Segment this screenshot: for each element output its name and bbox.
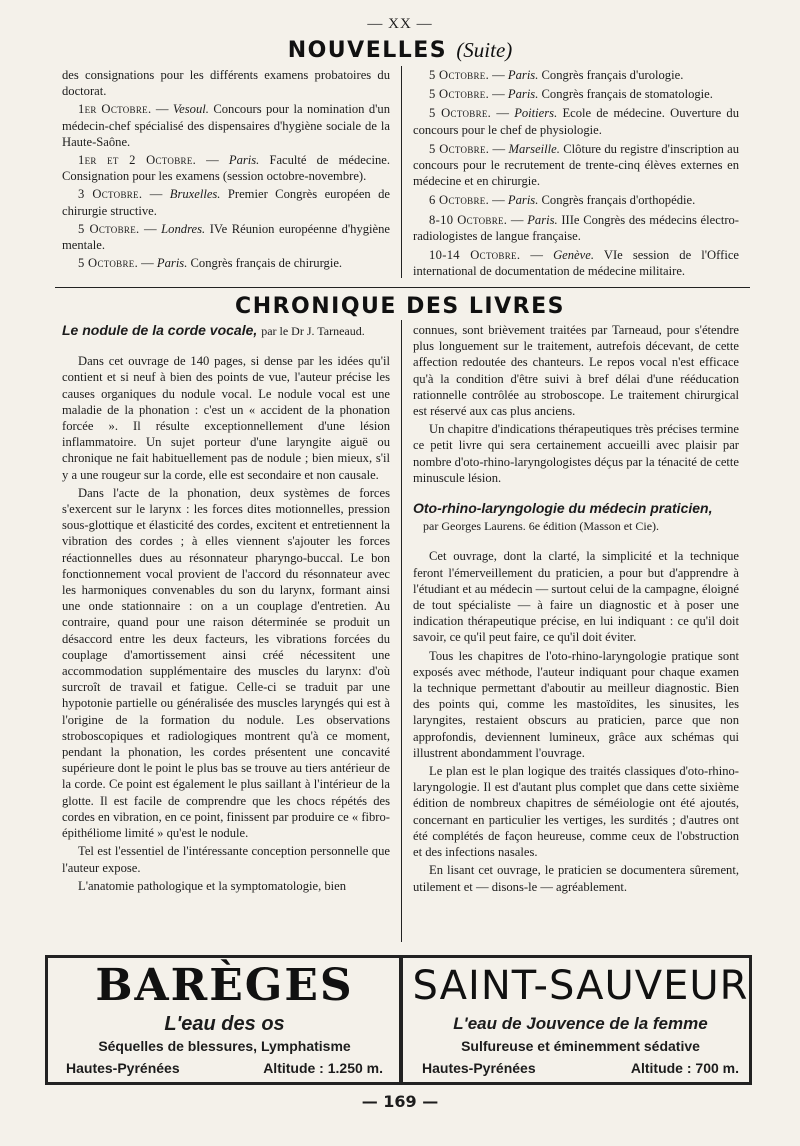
news-text: Concours pour la nomination d'un médecin-chef spécialisé des dispensaires d'hygiène sociale de la Haute-Saône. <box>62 102 390 149</box>
news-date: 5 Octobre. <box>429 106 492 121</box>
news-date: 5 Octobre. <box>429 141 490 156</box>
book2-heading <box>413 500 739 516</box>
ad-saint-sauveur <box>408 960 753 1080</box>
news-date: 1er Octobre. <box>78 102 152 117</box>
column-divider-bottom <box>401 320 402 942</box>
news-left-item: 5 Octobre. — Londres. IVe Réunion européenne d'hygiène mentale. <box>62 221 391 253</box>
news-text: Congrès français d'orthopédie. <box>541 193 696 208</box>
book1-text <box>62 353 390 894</box>
book1-paragraph: Dans l'acte de la phonation, deux systèmes de forces s'exercent sur le larynx : les forces dites motionnelles, pression sous-glottique et élasticité des cordes, excitent et entretiennent la vibration des cordes ; à elles viennent s'ajouter les forces réactionnelles dues au résonnateur pharyngo-buccal. Le bon fonctionnement vocal provient de l'accord du résonnateur avec les harmoniques convenables du son du larynx, formant ainsi une onde stationnaire : on a un couplage d'entretien. Au contraire, quand pour une raison déterminée se produit un désaccord entre les deux facteurs, les vibrations forcées du couplage d'amortissement ainsi créé nécessitent une accommodation supplémentaire des muscles du larynx: d'où surcroît de travail et fatigue. Celle-ci se traduit par une hypotonie partielle ou généralisée des muscles laryngés qui est à l'origine de la formation du nodule. Les observations stroboscopiques et radiologiques montrent qu'à ce moment, pendant la phonation, les cordes présentent une concavité supérieure dont le point le plus bas se trouve au tiers antérieur de la corde. Ce point est également le plus saillant à l'intérieur de la glotte. Il est facile de comprendre que les chocs répétés des cordes en vibration, en ce point, finissent par produire ce « fibro-épithéliome limité » qu'est le nodule. <box>62 485 390 841</box>
chronique-right-column <box>413 322 739 897</box>
book2-paragraph: Cet ouvrage, dont la clarté, la simplicité et la technique feront l'émerveillement du praticien, a pour but d'apprendre à l'étudiant et au médecin — surtout celui de la campagne, éloigné de tout spécialiste — à faire un diagnostic et à poser une indication thérapeutique précise, en lui indiquant : ce qu'il doit savoir, ce qu'il peut faire, ce qu'il doit éviter. <box>413 549 739 645</box>
news-text: Ecole de médecine. Ouverture du concours pour le chef de physiologie. <box>413 106 739 137</box>
ad-saint-sauveur-name: SAINT-SAUVEUR <box>412 963 749 1009</box>
book1-author: par le Dr J. Tarneaud. <box>261 324 365 338</box>
news-place: Genève. <box>553 248 594 263</box>
book2-title: Oto-rhino-laryngologie du médecin praticien, <box>413 500 713 517</box>
news-left-item: 1er et 2 Octobre. — Paris. Faculté de médecine. Consignation pour les examens (session octobre-novembre). <box>62 153 390 184</box>
book1-text-continued <box>413 322 739 486</box>
news-date: 5 Octobre. <box>78 221 140 236</box>
ad-bareges-slogan: L'eau des os <box>164 1013 285 1035</box>
news-right-item: 8-10 Octobre. — Paris. IIIe Congrès des médecins électro-radiologistes de langue française. <box>413 212 739 243</box>
news-date: 10-14 Octobre. <box>429 248 521 263</box>
nouvelles-left-column <box>62 67 390 273</box>
news-date: 5 Octobre. <box>78 256 139 271</box>
news-date: 5 Octobre. <box>429 87 490 102</box>
ad-saint-sauveur-region: Hautes-Pyrénées <box>422 1060 536 1076</box>
ad-bareges-altitude: Altitude : 1.250 m. <box>263 1060 383 1076</box>
news-text: Congrès français de chirurgie. <box>190 256 343 271</box>
ad-bareges-name: BARÈGES <box>95 960 354 1011</box>
book2-paragraph: Le plan est le plan logique des traités classiques d'oto-rhino-laryngologie. Il est d'autant plus complet que dans cette sixième édition de nombreux chapitres de séméiologie ont été ajoutés, concernant en particulier les vertiges, les surdités ; d'autres ont été complétés de façon heureuse, comme ceux de l'obstruction et des infections nasales. <box>413 764 739 860</box>
news-place: Paris. <box>507 68 539 82</box>
news-text: Premier Congrès européen de chirurgie structive. <box>62 187 391 218</box>
news-right-item: 10-14 Octobre. — Genève. VIe session de l'Office international de documentation de médecine militaire. <box>413 248 739 279</box>
news-date: 1er et 2 Octobre. <box>78 153 197 168</box>
book1-paragraph: Un chapitre d'indications thérapeutiques très précises termine ce petit livre qui sera certainement accueilli avec plaisir par nombre d'oto-rhino-laryngologistes déçus par la ténacité de cette minuscule lésion. <box>413 422 739 485</box>
ad-bareges-indications: Séquelles de blessures, Lymphatisme <box>98 1038 351 1054</box>
section-title-nouvelles <box>0 38 800 63</box>
section-divider <box>55 287 750 288</box>
nouvelles-suite: (Suite) <box>456 38 513 62</box>
book1-paragraph: Tel est l'essentiel de l'intéressante conception personnelle que l'auteur expose. <box>62 844 390 875</box>
news-place: Marseille. <box>508 141 560 156</box>
news-place: Paris. <box>507 193 539 208</box>
nouvelles-title: NOUVELLES <box>287 38 448 63</box>
news-text: IIIe Congrès des médecins électro-radiologistes de langue française. <box>413 212 739 243</box>
book2-author: par Georges Laurens. 6e édition (Masson et Cie). <box>423 519 660 534</box>
book2-paragraph: En lisant cet ouvrage, le praticien se documentera sûrement, utilement et — disons-le — agréablement. <box>413 863 739 894</box>
news-date: 3 Octobre. <box>78 187 143 202</box>
book1-heading <box>62 322 390 339</box>
news-left-item: 5 Octobre. — Paris. Congrès français de chirurgie. <box>78 256 343 271</box>
news-date: 8-10 Octobre. <box>429 212 508 227</box>
book2-paragraph: Tous les chapitres de l'oto-rhino-laryngologie pratique sont exposés avec méthode, l'auteur indiquant pour chaque examen la technique permettant d'aboutir au meilleur diagnostic. Bien des points qui, comme les mastoïdites, les sinusites, les laryngites, restaient obscurs au praticien, parce que non approfondis, deviennent lumineux, grâce aux schémas qui illustrent abondamment l'ouvrage. <box>413 648 739 760</box>
news-place: Londres. <box>161 221 206 236</box>
news-text: Faculté de médecine. Consignation pour les examens (session octobre-novembre). <box>62 153 390 184</box>
news-right-item: 5 Octobre. — Paris. Congrès français de stomatologie. <box>429 87 713 102</box>
ad-saint-sauveur-slogan: L'eau de Jouvence de la femme <box>453 1014 708 1033</box>
chronique-left-column <box>62 322 390 896</box>
news-left-item: 3 Octobre. — Bruxelles. Premier Congrès européen de chirurgie structive. <box>62 187 391 218</box>
ad-saint-sauveur-indications: Sulfureuse et éminemment sédative <box>461 1038 700 1054</box>
news-text: VIe session de l'Office international de documentation de médecine militaire. <box>413 248 739 279</box>
column-divider-top <box>401 66 402 278</box>
page-number: — 169 — <box>361 1092 439 1111</box>
news-place: Paris. <box>156 256 188 271</box>
news-place: Poitiers. <box>514 106 558 121</box>
ad-bareges-region: Hautes-Pyrénées <box>66 1060 180 1076</box>
news-place: Paris. <box>228 153 260 168</box>
news-text: IVe Réunion européenne d'hygiène mentale. <box>62 221 391 253</box>
news-right-item: 6 Octobre. — Paris. Congrès français d'orthopédie. <box>429 193 696 208</box>
news-place: Paris. <box>507 87 539 102</box>
news-right-item: 5 Octobre. — Marseille. Clôture du registre d'inscription au concours pour le recrutement de trente-cinq élèves externes en médecine et en chirurgie. <box>413 141 740 189</box>
news-place: Bruxelles. <box>169 187 221 202</box>
news-place: Paris. <box>527 212 558 227</box>
page-roman-numeral: — XX — <box>367 16 433 32</box>
book1-paragraph: L'anatomie pathologique et la symptomatologie, bien <box>78 878 347 893</box>
news-left-item: des consignations pour les différents examens probatoires du doctorat. <box>62 68 390 99</box>
news-left-item: 1er Octobre. — Vesoul. Concours pour la nomination d'un médecin-chef spécialisé des dispensaires d'hygiène sociale de la Haute-Saône. <box>62 102 390 149</box>
news-place: Vesoul. <box>172 102 209 117</box>
book1-paragraph: Dans cet ouvrage de 140 pages, si dense par les idées qu'il contient et si neuf à bien des points de vue, l'auteur précise les causes organiques du nodule vocal. Le nodule vocal est une maladie de la phonation : c'est un « accident de la phonation forcée ». Il résulte exceptionnellement d'une lésion inflammatoire. Un sujet porteur d'une laryngite aiguë ou chronique ne fait habituellement pas de nodule ; bien mieux, s'il y a une rougeur sur la corde, elle est secondaire et non causale. <box>62 354 390 482</box>
news-date: 5 Octobre. <box>429 68 490 82</box>
nouvelles-right-column <box>413 67 739 282</box>
news-text: Congrès français d'urologie. <box>541 68 684 82</box>
news-right-item: 5 Octobre. — Poitiers. Ecole de médecine. Ouverture du concours pour le chef de physiologie. <box>413 106 739 137</box>
news-text: Congrès français de stomatologie. <box>541 87 713 102</box>
news-text: Clôture du registre d'inscription au concours pour le recrutement de trente-cinq élèves externes en médecine et en chirurgie. <box>413 141 740 189</box>
book1-paragraph: connues, sont brièvement traitées par Tarneaud, pour s'étendre plus longuement sur le traitement, autrefois décevant, de cette affection redoutée des chanteurs. Le repos vocal n'est efficace qu'à la condition d'être suivi à bref délai d'une rééducation rationnelle contrôlée au stroboscope. Le traitement chirurgical est réservé aux cas plus anciens. <box>413 323 739 419</box>
ad-saint-sauveur-altitude: Altitude : 700 m. <box>630 1060 739 1076</box>
book2-text <box>413 548 739 894</box>
news-date: 6 Octobre. <box>429 193 490 208</box>
advertisement-divider <box>399 955 403 1085</box>
ad-bareges <box>52 960 397 1080</box>
book1-title: Le nodule de la corde vocale, <box>62 322 258 338</box>
news-right-item: 5 Octobre. — Paris. Congrès français d'urologie. <box>429 68 684 82</box>
section-title-chronique: CHRONIQUE DES LIVRES <box>235 294 565 319</box>
